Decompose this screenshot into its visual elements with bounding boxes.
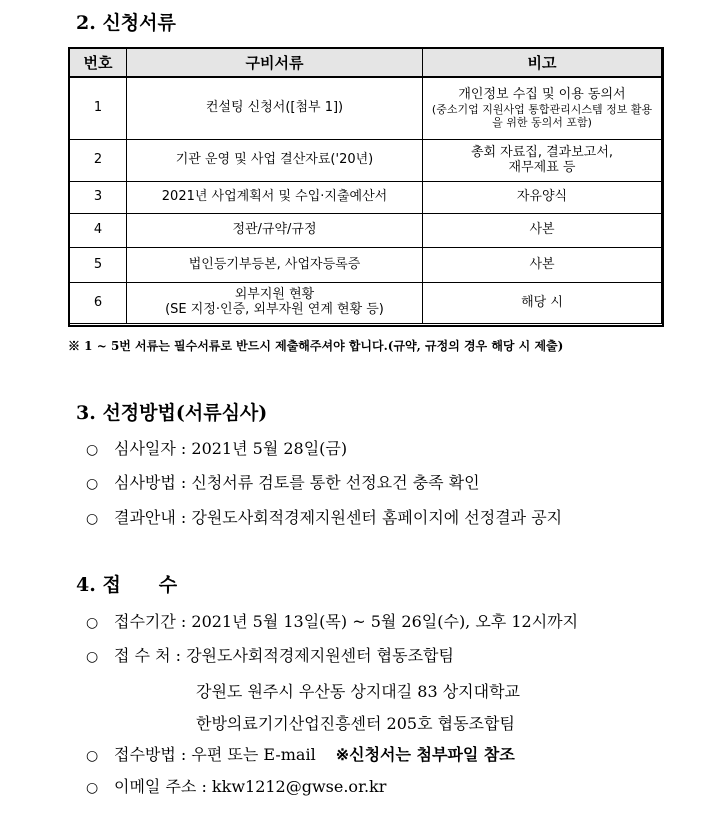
application-period-text: 접수기간 : 2021년 5월 13일(목) ~ 5월 26일(수), 오후 12시까지: [114, 612, 579, 631]
row-document: 법인등기부등본, 사업자등록증: [127, 248, 423, 283]
bullet-circle-icon: ○: [86, 476, 99, 492]
header-number: 번호: [70, 49, 127, 78]
section-4-heading: 4. 접 수: [76, 574, 178, 596]
application-method-item: [86, 742, 515, 765]
row-document: [127, 283, 423, 324]
row-remarks: 해당 시: [423, 283, 662, 324]
row-number: 6: [70, 283, 127, 324]
documents-table: [69, 48, 662, 324]
row-number: 5: [70, 248, 127, 283]
row-document: 2021년 사업계획서 및 수입·지출예산서: [127, 182, 423, 214]
section-3-heading: 3. 선정방법(서류심사): [76, 402, 268, 424]
document-sub: (SE 지정·인증, 외부자원 연계 현황 등): [165, 302, 384, 317]
row-document: 컨설팅 신청서([첨부 1]): [127, 77, 423, 140]
row-number: 2: [70, 140, 127, 182]
table-row: [70, 182, 662, 214]
row-remarks: 사본: [423, 248, 662, 283]
table-row: [70, 77, 662, 140]
header-remarks: 비고: [423, 49, 662, 78]
bullet-circle-icon: ○: [86, 615, 99, 631]
row-remarks: [423, 77, 662, 140]
row-number: 3: [70, 182, 127, 214]
review-date-text: 심사일자 : 2021년 5월 28일(금): [114, 439, 348, 458]
table-row: [70, 214, 662, 248]
remarks-main: 개인정보 수집 및 이용 동의서: [458, 86, 626, 102]
table-row: [70, 140, 662, 182]
table-row: [70, 248, 662, 283]
application-period-item: [86, 609, 578, 632]
row-remarks: 자유양식: [423, 182, 662, 214]
email-text[interactable]: 이메일 주소 : kkw1212@gwse.or.kr: [114, 777, 387, 796]
remarks-sub: (중소기업 지원사업 통합관리시스템 정보 활용을 위한 동의서 포함): [431, 102, 653, 129]
application-place-item: [86, 643, 454, 666]
remarks-main: 총회 자료집, 결과보고서, 재무제표 등: [470, 144, 614, 175]
header-document: 구비서류: [127, 49, 423, 78]
row-number: 4: [70, 214, 127, 248]
application-method-text: 접수방법 : 우편 또는 E-mail: [114, 745, 316, 764]
section-2-heading: 2. 신청서류: [76, 12, 176, 34]
table-row: [70, 283, 662, 324]
review-method-text: 심사방법 : 신청서류 검토를 통한 선정요건 충족 확인: [114, 473, 480, 492]
bullet-circle-icon: ○: [86, 511, 99, 527]
row-document: 정관/규약/규정: [127, 214, 423, 248]
required-documents-footnote: ※ 1 ~ 5번 서류는 필수서류로 반드시 제출해주셔야 합니다.(규약, 규정의 경우 해당 시 제출): [68, 339, 564, 353]
application-place-text: 접 수 처 : 강원도사회적경제지원센터 협동조합팀: [114, 646, 454, 665]
review-date-item: [86, 436, 347, 459]
application-method-note: ※신청서는 첨부파일 참조: [335, 745, 515, 764]
row-document: 기관 운영 및 사업 결산자료('20년): [127, 140, 423, 182]
row-remarks: 사본: [423, 214, 662, 248]
table-header-row: [70, 49, 662, 78]
bullet-circle-icon: ○: [86, 780, 99, 796]
address-line-1: 강원도 원주시 우산동 상지대길 83 상지대학교: [196, 682, 520, 701]
email-item: [86, 774, 386, 797]
bullet-circle-icon: ○: [86, 649, 99, 665]
document-main: 외부지원 현황: [234, 287, 315, 303]
result-notice-item: [86, 505, 562, 528]
address-line-2: 한방의료기기산업진흥센터 205호 협동조합팀: [196, 714, 515, 733]
row-number: 1: [70, 77, 127, 140]
row-remarks: [423, 140, 662, 182]
bullet-circle-icon: ○: [86, 442, 99, 458]
bullet-circle-icon: ○: [86, 748, 99, 764]
result-notice-text: 결과안내 : 강원도사회적경제지원센터 홈페이지에 선정결과 공지: [114, 508, 563, 527]
review-method-item: [86, 470, 480, 493]
